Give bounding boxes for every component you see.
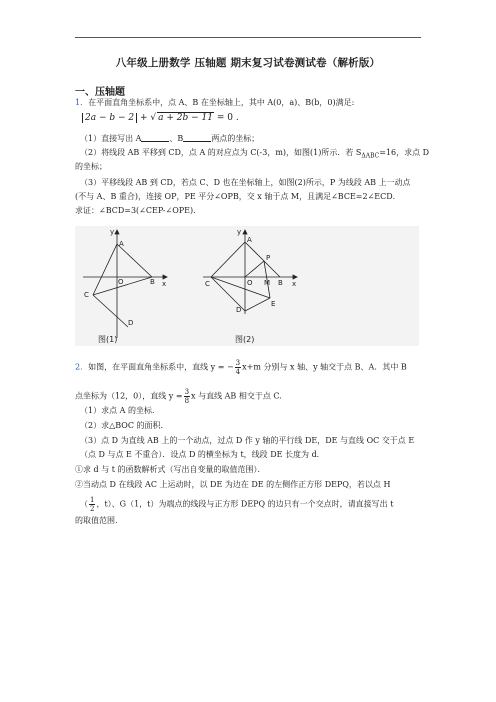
fig2-label-b: B: [278, 279, 283, 287]
figures-svg: [75, 226, 419, 346]
fig2-segment-op: [245, 261, 264, 277]
fig1-segment-cd: [93, 295, 128, 327]
formula-plus: +: [139, 113, 148, 123]
figures-panel: [75, 226, 419, 346]
q1-part3-line1: （3）平移线段 AB 到 CD，若点 C、D 也在坐标轴上，如图(2)所示，P 为线段 AB 上一动点: [80, 178, 411, 187]
q1-part2-line2: 的坐标；: [75, 162, 107, 171]
q2-line2-text-a: 点坐标为（12，0），直线 y =: [75, 391, 183, 401]
q2-line1-text-b: x+m 分别与 x 轴、y 轴交于点 B、A．其中 B: [242, 362, 407, 372]
q1-part2-line1: [80, 148, 429, 162]
fig2-y-arrow-icon: [243, 230, 247, 234]
header-rule: [75, 37, 421, 38]
section-heading: 一、压轴题: [75, 87, 125, 98]
q2-line1: [75, 359, 407, 376]
q1-part1-text-a: （1）直接写出 A: [80, 134, 142, 143]
fig2-label-p: P: [266, 254, 271, 262]
q1-part3-line2: (不与 A、B 重合)，连接 OP，PE 平分∠OPB，交 x 轴于点 M，且满足∠BCE=2∠ECD．: [75, 192, 401, 201]
fig2-label-a: A: [247, 236, 252, 244]
q1-part2-text-end: =16，求点 D: [379, 148, 430, 157]
fraction-one-half: [89, 496, 95, 513]
q1-number: 1．: [75, 98, 89, 107]
fig2-labels: [205, 228, 296, 314]
fig2-label-c: C: [205, 280, 210, 288]
answer-blank-a[interactable]: [141, 133, 169, 142]
fig2-segment-ce: [211, 277, 270, 298]
q2-line1-text-a: 如图，在平面直角坐标系中，直线 y = −: [88, 362, 234, 372]
frac1-denominator: 4: [235, 368, 241, 376]
q2-part3-line2: （点 D 与点 E 不重合）．设点 D 的横坐标为 t，线段 DE 长度为 d．: [80, 450, 325, 459]
fig1-segment-ca: [93, 244, 117, 295]
fig1-label-y: y: [110, 228, 115, 236]
fig2-segment-de: [245, 298, 270, 311]
fig2-x-arrow-icon: [293, 275, 297, 279]
fig2-label-m: M: [264, 279, 271, 287]
answer-blank-b[interactable]: [183, 133, 211, 142]
q1-intro-text: 在平面直角坐标系中，点 A、B 在坐标轴上，其中 A(0，a)、B(b，0)满足:: [88, 98, 355, 107]
q2-line2-text-b: x 与直线 AB 相交于点 C.: [191, 391, 282, 401]
frac2-denominator: 8: [184, 397, 190, 405]
fig1-segment-ab: [117, 244, 152, 277]
q2-part1: （1）求点 A 的坐标.: [80, 406, 155, 415]
q2-sub2-line3: 的取值范围.: [75, 516, 118, 525]
q2-line2: [75, 388, 282, 405]
fraction-three-eighths: [184, 388, 190, 405]
fig1-y-arrow-icon: [115, 230, 119, 234]
frac2-numerator: 3: [184, 388, 190, 396]
q2-sub2-line2: [80, 496, 393, 513]
fig1-label-a: A: [119, 240, 124, 248]
q2-part3-line1: （3）点 D 为直线 AB 上的一个动点，过点 D 作 y 轴的平行线 DE，DE 与直线 OC 交于点 E: [80, 436, 415, 445]
q1-part2-subscript: ΔABC: [361, 152, 380, 160]
frac3-denominator: 2: [90, 505, 95, 513]
q2-sub2-text-a: （: [80, 499, 88, 509]
q2-part2: （2）求△BOC 的面积.: [80, 421, 164, 430]
fig2-label-x: x: [292, 280, 297, 288]
fig1-caption: 图(1): [98, 335, 118, 344]
fig2-label-e: E: [271, 300, 276, 308]
q1-part3-line3: 求证：∠BCD=3(∠CEP-∠OPE)．: [75, 206, 202, 215]
q1-part2-text: （2）将线段 AB 平移到 CD，点 A 的对应点为 C(-3，m)，如图(1)所示．若 S: [80, 148, 362, 157]
fig1-label-d: D: [128, 319, 134, 327]
q1-part1: [80, 133, 259, 144]
q2-sub2-line1: ②当动点 D 在线段 AC 上运动时，以 DE 为边在 DE 的左侧作正方形 DEPQ，若以点 H: [75, 480, 391, 489]
fig2-segment-ab: [245, 242, 280, 277]
fig1-label-o: O: [118, 278, 124, 286]
fig2-caption: 图(2): [235, 335, 255, 344]
formula-radicand: a + 2b − 11: [158, 113, 213, 123]
q2-number: 2．: [75, 362, 89, 372]
fig1-label-c: C: [84, 291, 89, 299]
fig1-label-x: x: [162, 280, 167, 288]
formula-rhs: = 0 .: [216, 113, 239, 123]
page-title: 八年级上册数学 压轴题 期末复习试卷测试卷（解析版）: [115, 57, 381, 69]
q1-formula: [82, 112, 239, 123]
fraction-neg-three-fourths: [235, 359, 241, 376]
q2-sub1: ①求 d 与 t 的函数解析式（写出自变量的取值范围）．: [75, 465, 266, 474]
fig2-label-d: D: [236, 306, 242, 314]
fig2-label-o: O: [247, 279, 253, 287]
fig1-label-b: B: [150, 278, 155, 286]
fig1-x-arrow-icon: [163, 275, 167, 279]
q1-intro: [75, 98, 354, 108]
q1-part1-text-b: 、B: [169, 134, 184, 143]
fig1-labels: [84, 228, 166, 327]
frac1-numerator: 3: [235, 359, 241, 367]
sqrt-icon: √: [150, 113, 157, 123]
q1-part1-text-c: 两点的坐标；: [211, 134, 260, 143]
fig2-label-y: y: [237, 228, 242, 236]
frac3-numerator: 1: [90, 496, 95, 504]
fig2-segment-ca: [211, 242, 245, 277]
formula-absolute-value: 2a − b − 2: [82, 113, 137, 123]
q2-sub2-text-b: ，t）、G（1，t）为端点的线段与正方形 DEPQ 的边只有一个交点时，请直接写出 t: [96, 499, 394, 509]
